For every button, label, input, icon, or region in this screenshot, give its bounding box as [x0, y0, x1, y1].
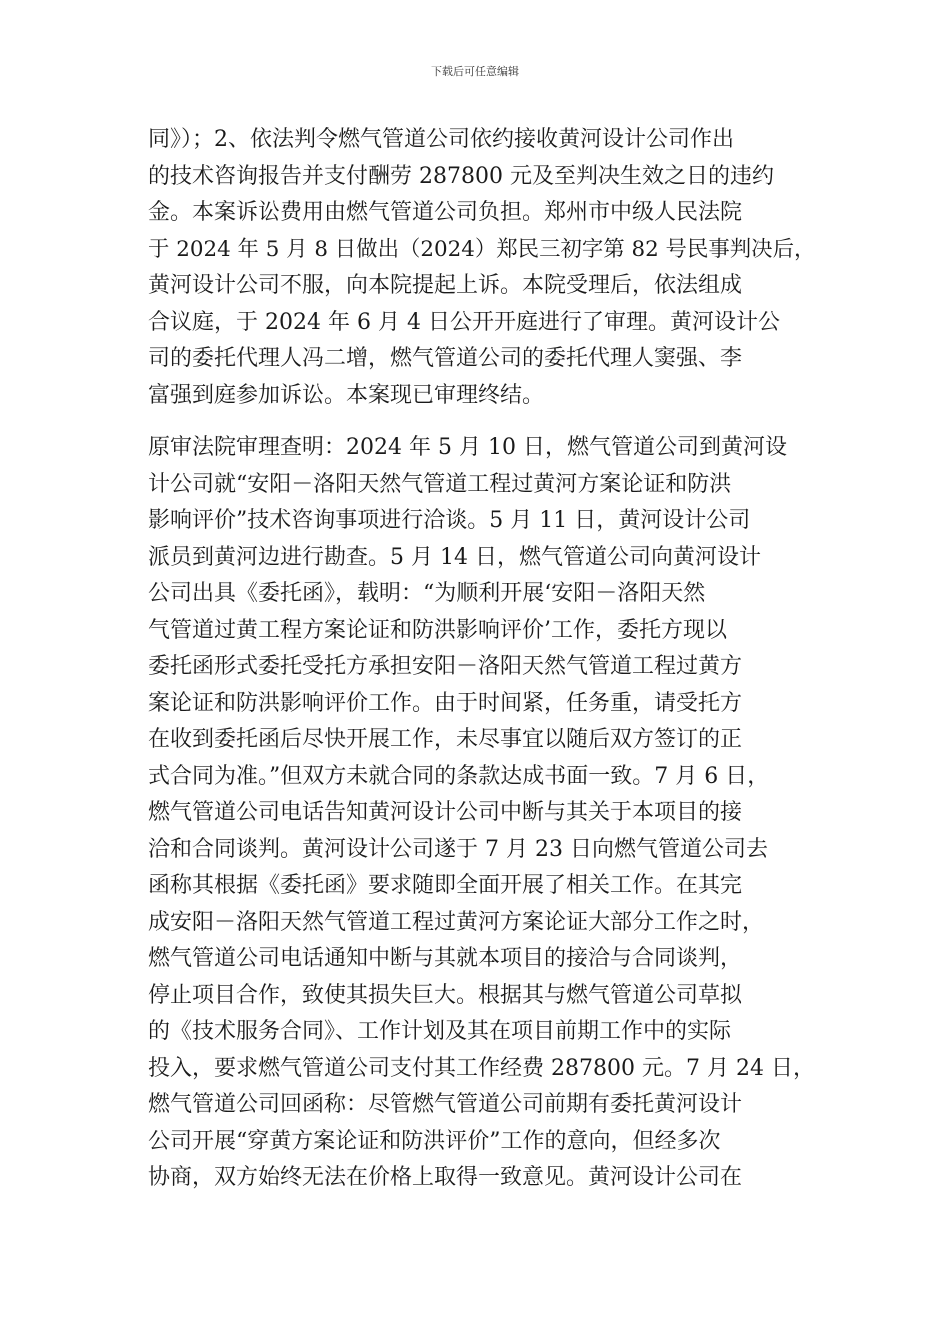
text-line: 黄河设计公司不服，向本院提起上诉。本院受理后，依法组成	[148, 273, 743, 298]
paragraph-spacer	[148, 414, 816, 430]
text-line: 气管道过黄工程方案论证和防洪影响评价’工作，委托方现以	[148, 617, 727, 643]
text-line: 公司出具《委托函》，载明：“为顺利开展‘安阳－洛阳天然	[148, 581, 706, 606]
text-line: 的技术咨询报告并支付酬劳 287800 元及至判决生效之日的违约	[148, 163, 774, 189]
text-line: 司的委托代理人冯二增，燃气管道公司的委托代理人窦强、李	[148, 346, 743, 371]
text-line: 洽和合同谈判。黄河设计公司遂于 7 月 23 日向燃气管道公司去	[148, 836, 768, 862]
text-line: 在收到委托函后尽快开展工作，未尽事宜以随后双方签订的正	[148, 727, 743, 752]
text-line: 协商，双方始终无法在价格上取得一致意见。黄河设计公司在	[148, 1165, 743, 1190]
text-line: 的《技术服务合同》、工作计划及其在项目前期工作中的实际	[148, 1019, 732, 1044]
text-line: 案论证和防洪影响评价工作。由于时间紧，任务重，请受托方	[148, 690, 743, 716]
text-line: 于 2024 年 5 月 8 日做出（2024）郑民三初字第 82 号民事判决后，	[148, 236, 816, 262]
text-line: 计公司就“安阳－洛阳天然气管道工程过黄河方案论证和防洪	[148, 471, 732, 497]
text-line: 合议庭，于 2024 年 6 月 4 日公开开庭进行了审理。黄河设计公	[148, 309, 780, 335]
text-line: 委托函形式委托受托方承担安阳－洛阳天然气管道工程过黄方	[148, 654, 743, 679]
text-line: 公司开展“穿黄方案论证和防洪评价”工作的意向，但经多次	[148, 1128, 721, 1154]
paragraph-2	[148, 430, 816, 1197]
page-header: 下载后可任意编辑	[431, 65, 519, 78]
text-line: 燃气管道公司电话告知黄河设计公司中断与其关于本项目的接	[148, 800, 743, 825]
text-line: 富强到庭参加诉讼。本案现已审理终结。	[148, 382, 545, 408]
text-line: 式合同为准。”但双方未就合同的条款达成书面一致。7 月 6 日，	[148, 763, 770, 789]
text-line: 金。本案诉讼费用由燃气管道公司负担。郑州市中级人民法院	[148, 200, 743, 225]
text-line: 停止项目合作，致使其损失巨大。根据其与燃气管道公司草拟	[148, 982, 743, 1008]
text-line: 函称其根据《委托函》要求随即全面开展了相关工作。在其完	[148, 873, 743, 898]
document-body	[148, 122, 816, 1197]
text-line: 影响评价”技术咨询事项进行洽谈。5 月 11 日，黄河设计公司	[148, 508, 751, 533]
text-line: 投入，要求燃气管道公司支付其工作经费 287800 元。7 月 24 日，	[148, 1055, 815, 1081]
text-line: 派员到黄河边进行勘查。5 月 14 日，燃气管道公司向黄河设计	[148, 544, 761, 570]
text-line: 成安阳－洛阳天然气管道工程过黄河方案论证大部分工作之时，	[148, 909, 765, 935]
text-line: 同》）；2、依法判令燃气管道公司依约接收黄河设计公司作出	[148, 127, 734, 152]
text-line: 燃气管道公司回函称：尽管燃气管道公司前期有委托黄河设计	[148, 1092, 743, 1117]
text-line: 燃气管道公司电话通知中断与其就本项目的接洽与合同谈判，	[148, 946, 743, 971]
paragraph-1	[148, 122, 816, 414]
text-line: 原审法院审理查明：2024 年 5 月 10 日，燃气管道公司到黄河设	[148, 435, 787, 460]
